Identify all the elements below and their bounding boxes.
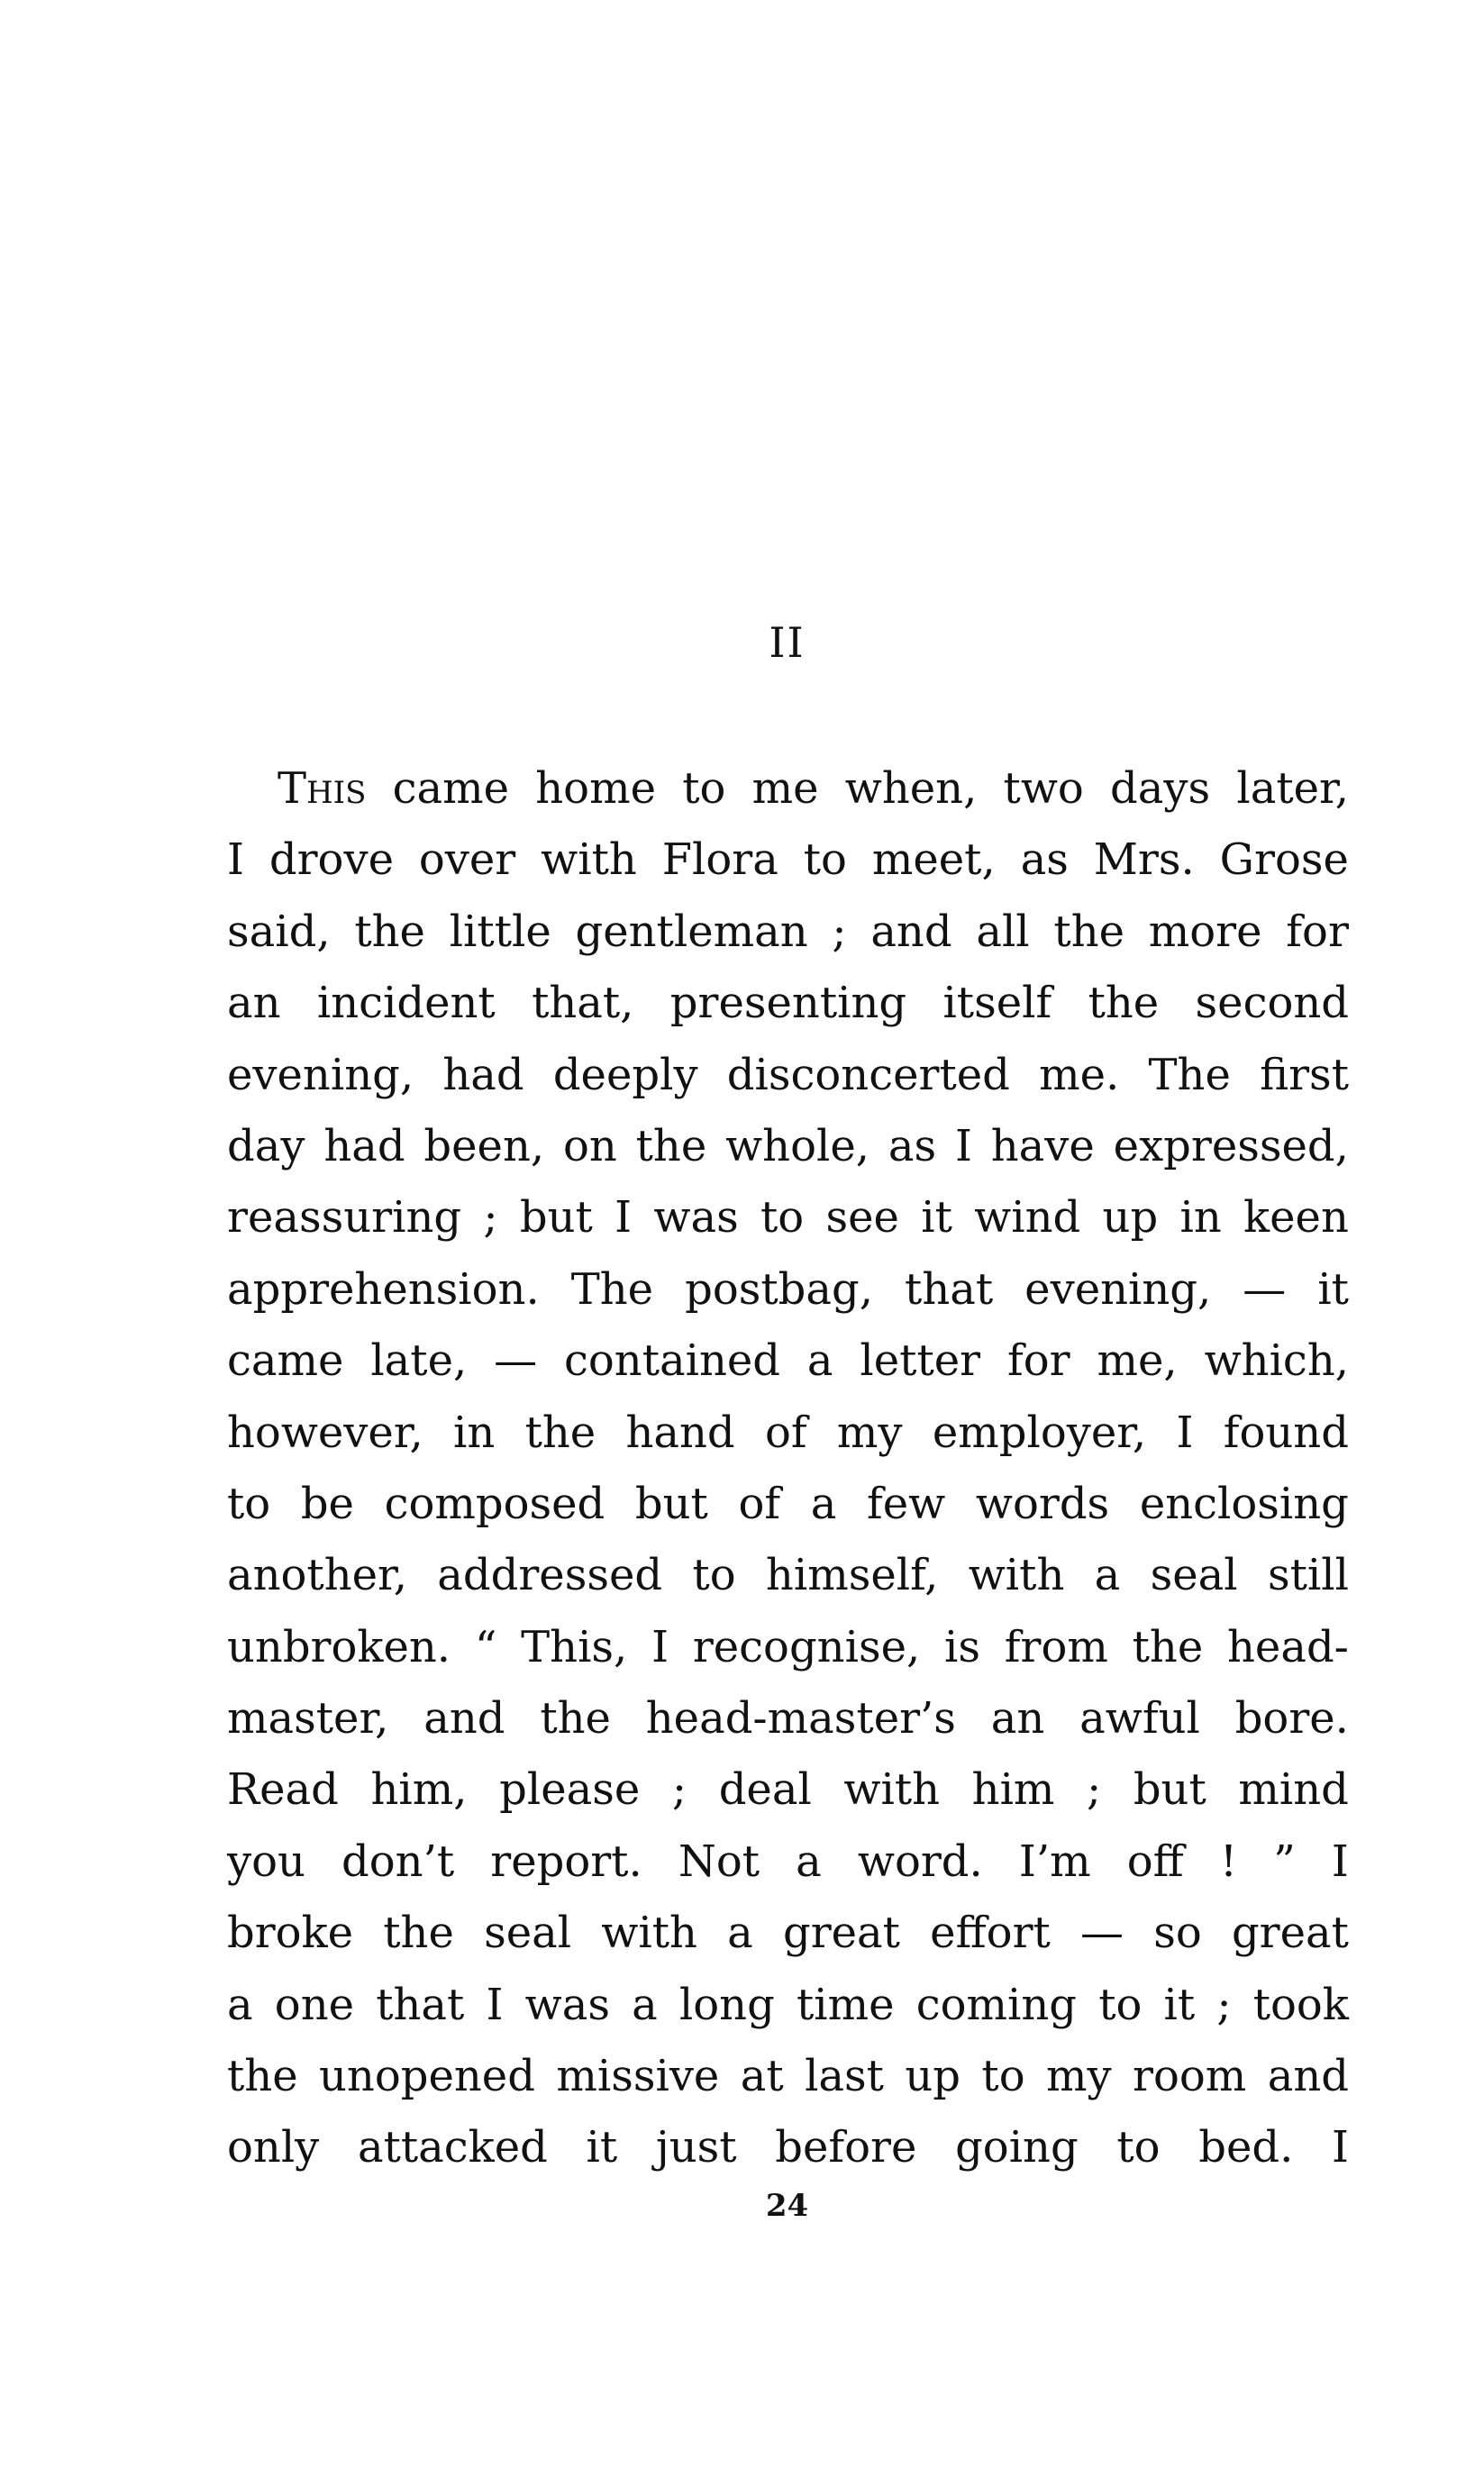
text-line: This came home to me when, two days later, xyxy=(278,763,1349,814)
text-line: Read him, please ; deal with him ; but mind xyxy=(227,1764,1349,1816)
text-line: reassuring ; but I was to see it wind up in keen xyxy=(227,1192,1349,1244)
text-line: you don’t report. Not a word. I’m off ! ” I xyxy=(227,1836,1349,1887)
text-line: came late, — contained a letter for me, which, xyxy=(227,1335,1349,1387)
text-line: said, the little gentleman ; and all the more for xyxy=(227,906,1349,957)
text-line: apprehension. The postbag, that evening, — it xyxy=(227,1263,1349,1315)
text-line: I drove over with Flora to meet, as Mrs. Grose xyxy=(227,834,1349,886)
page-number: 24 xyxy=(765,2188,809,2224)
text-line: an incident that, presenting itself the second xyxy=(227,978,1349,1029)
text-line: however, in the hand of my employer, I found xyxy=(227,1407,1349,1458)
chapter-heading: II xyxy=(769,618,806,667)
text-line: only attacked it just before going to bed. I xyxy=(227,2122,1349,2173)
text-line: the unopened missive at last up to my room and xyxy=(227,2051,1349,2102)
text-line: unbroken. “ This, I recognise, is from the head- xyxy=(227,1621,1349,1672)
text-line: day had been, on the whole, as I have expressed, xyxy=(227,1120,1349,1171)
text-line: a one that I was a long time coming to it ; took xyxy=(227,1979,1349,2030)
text-line: evening, had deeply disconcerted me. The first xyxy=(227,1049,1349,1100)
text-line: master, and the head-master’s an awful bore. xyxy=(227,1693,1349,1745)
text-line: broke the seal with a great effort — so great xyxy=(227,1908,1349,1959)
text-line: another, addressed to himself, with a seal still xyxy=(227,1550,1349,1601)
text-line: to be composed but of a few words enclosing xyxy=(227,1478,1349,1529)
body-text xyxy=(227,753,1349,2184)
